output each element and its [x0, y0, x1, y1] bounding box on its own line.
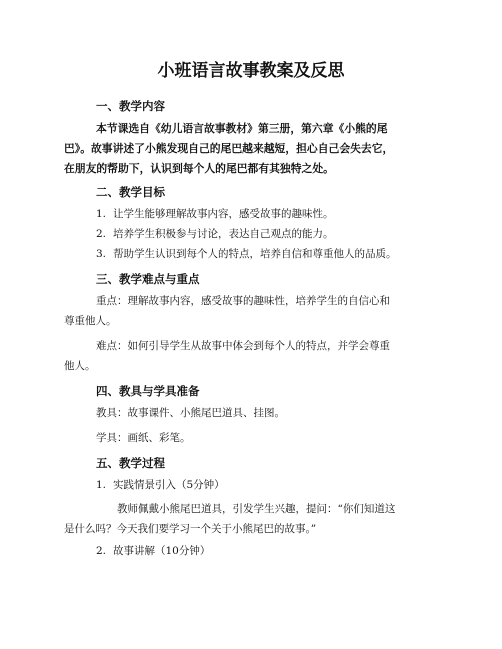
intro-line-1: 本节课选自《幼儿语言故事教材》第三册，第六章《小熊的尾 — [96, 122, 388, 135]
difficulty-line-1: 难点：如何引导学生从故事中体会到每个人的特点，并学会尊重 — [96, 340, 390, 352]
step-number-1: 1. — [96, 479, 107, 491]
step-detail-line-2: 是什么吗？今天我们要学习一个关于小熊尾巴的故事。” — [64, 523, 317, 535]
step-text-1: 实践情景引入（5分钟） — [113, 479, 225, 491]
objective-text-2: 培养学生积极参与讨论，表达自己观点的能力。 — [113, 228, 334, 240]
section-heading-content: 一、教学内容 — [96, 99, 165, 113]
intro-line-2: 巴》。故事讲述了小熊发现自己的尾巴越来越短，担心自己会失去它， — [64, 142, 394, 155]
section-heading-materials: 四、教具与学具准备 — [96, 384, 200, 398]
objective-number-2: 2. — [96, 228, 107, 240]
section-heading-key-points: 三、教学难点与重点 — [96, 272, 200, 286]
intro-line-3: 在朋友的帮助下，认识到每个人的尾巴都有其独特之处。 — [64, 162, 334, 175]
objective-text-3: 帮助学生认识到每个人的特点，培养自信和尊重他人的品质。 — [113, 248, 397, 260]
step-text-2: 故事讲解（10分钟） — [113, 545, 211, 557]
step-number-2: 2. — [96, 545, 107, 557]
objective-number-3: 3. — [96, 248, 107, 260]
page-title: 小班语言故事教案及反思 — [157, 61, 345, 81]
difficulty-line-2: 他人。 — [64, 360, 96, 372]
key-point-line-2: 尊重他人。 — [64, 315, 117, 327]
section-heading-process: 五、教学过程 — [96, 456, 165, 470]
section-heading-objectives: 二、教学目标 — [96, 185, 165, 199]
student-tools: 学具：画纸、彩笔。 — [96, 432, 191, 444]
step-detail-line-1: 教师佩戴小熊尾巴道具，引发学生兴趣，提问：“你们知道这 — [117, 503, 396, 515]
objective-number-1: 1. — [96, 208, 107, 220]
teacher-tools: 教具：故事课件、小熊尾巴道具、挂图。 — [96, 407, 285, 419]
objective-text-1: 让学生能够理解故事内容，感受故事的趣味性。 — [113, 208, 334, 220]
key-point-line-1: 重点：理解故事内容，感受故事的趣味性，培养学生的自信心和 — [96, 295, 390, 307]
